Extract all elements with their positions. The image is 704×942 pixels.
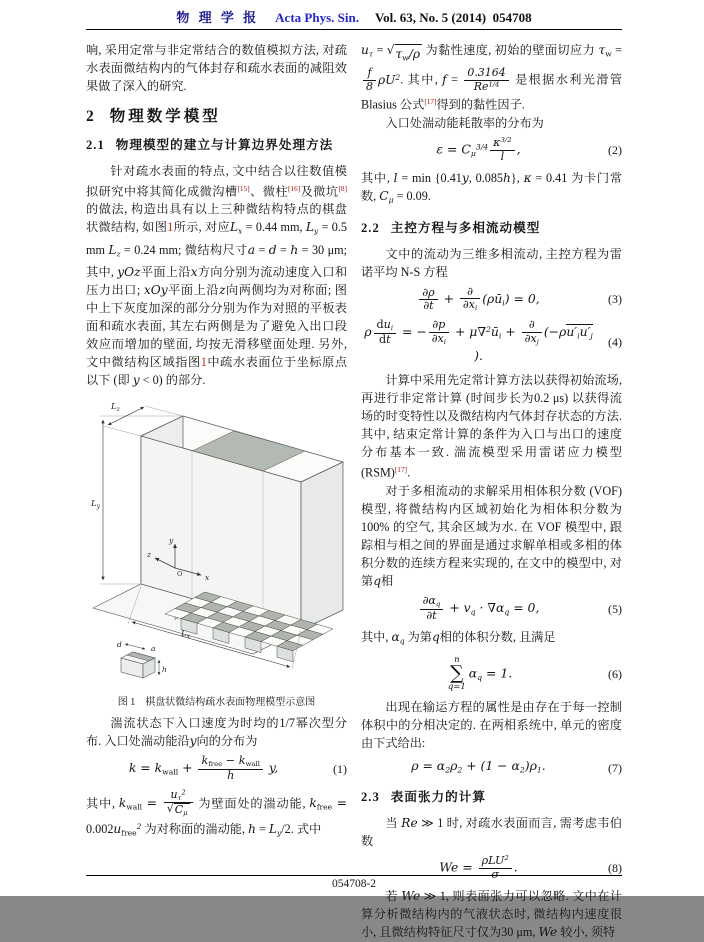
figure-1 — [86, 396, 347, 709]
label-cell-a: a — [150, 644, 155, 654]
equation-8-number: (8) — [608, 861, 622, 876]
subsection-number: 2.1 — [86, 138, 105, 152]
paragraph-calculation-method: 计算中采用先定常计算方法以获得初始流场, 再进行非定常计算 (时间步长为0.2 μs) 以获得流场的时变特性以及微结构内气体封存状态的方法. 其中, 结束定常计算的条件为入口与出口的速度分布基本一致. 湍流模型采用雷诺应力模型 (RSM)[17]. — [361, 372, 622, 480]
subsection-title: 物理模型的建立与计算边界处理方法 — [115, 138, 334, 152]
figure-caption — [86, 696, 347, 709]
label-Lz: $L_z$ — [110, 402, 120, 414]
label-Ly: $L_y$ — [90, 499, 100, 511]
volume-info: Vol. 63, No. 5 (2014) — [374, 10, 487, 25]
paragraph-continuation: 响, 采用定常与非定常结合的数值模拟方法, 对疏水表面微结构内的气体封存和疏水表面的减阻效果做了深入的研究. — [86, 43, 347, 93]
equation-4-body: ρ $\frac{\text{dui}}{dt}$ = − $\frac{\partial p}{\partial xi}$ + μ∇$^2$ūi + $\frac{\partial}{\partial xj}$ (−ρu′iu′j). — [364, 318, 593, 363]
issue-info — [375, 10, 532, 26]
paragraph-epsilon-intro: 入口处湍动能耗散率的分布为 — [385, 116, 544, 131]
figure-1-schematic — [89, 396, 345, 688]
page-number: 054708-2 — [331, 878, 377, 890]
subsection-title: 表面张力的计算 — [390, 790, 486, 805]
paragraph-ns-equations: 文中的流动为三维多相流动, 主控方程为雷诺平均 N-S 方程 — [361, 246, 622, 279]
paragraph-epsilon-where: 其中, l = min {0.41y, 0.085h}, κ = 0.41 为卡门常数, Cμ = 0.09. — [361, 171, 623, 205]
equation-2-body: $\varepsilon = C\mu^{3/4}$ $\frac{\kappa^{3/2}}{l}$ , — [436, 136, 521, 163]
equation-6-body: n ∑ q=1 αq = 1. — [447, 654, 513, 693]
paragraph-weber-intro: 当 Re ≫ 1 时, 对疏水表面而言, 需考虑韦伯数 — [361, 816, 622, 849]
paragraph-utau: uτ = √ τw/ρ 为黏性速度, 初始的壁面切应力 τw = $\frac{f}{8}$ $\rho U^2$. 其中, f = $\frac{0.3164}{Re^{1/4}}$ 是根据水利光滑管 Blasius 公式[17]得到的黏性因子. — [361, 43, 623, 112]
equation-6-number: (6) — [608, 666, 622, 681]
right-column — [361, 41, 622, 942]
equation-7-number: (7) — [608, 761, 622, 776]
paragraph-model-setup: 针对疏水表面的特点, 文中结合以往数值模拟研究中将其简化成微沟槽[15]、微柱[16]及微坑[8]的做法, 构造出具有以上三种微结构特点的棋盘状微结构, 如图1所示, 对应Lx = 0.44 mm, Ly = 0.5 mm Lz = 0.24 mm; 微结构尺寸a = d = h = 30 μm; 其中, yOz平面上沿x方向分别为流动速度入口和压力出口; xOy平面上沿z向两侧均为对称面; 图中上下灰度加深的部分分别为作为对照的平板表面和疏水表面, 其左右两侧是为了避免入出口段效应而增加的壁面, 均按无滑移壁面处理. 另外, 文中微结构区域指图1中疏水表面位于坐标原点以下 (即 y < 0) 的部分. — [86, 164, 348, 388]
equation-3-body: $\frac{\partial\rho}{\partial t}$ + $\frac{\partial}{\partial xi}$ (ρūi) = 0, — [361, 286, 596, 313]
journal-title-chinese: 物 理 学 报 — [176, 10, 260, 25]
equation-4-number: (4) — [608, 334, 622, 349]
equation-7-body: ρ = α2ρ2 + (1 − α2)ρ1. — [411, 757, 546, 775]
page-header — [86, 7, 622, 30]
label-cell-h: h — [161, 665, 167, 675]
section-heading-2 — [86, 108, 347, 126]
subsection-number: 2.3 — [361, 790, 380, 805]
page-footer — [86, 875, 622, 890]
equation-6 — [361, 656, 622, 692]
subsection-number: 2.2 — [361, 220, 380, 235]
subsection-heading-2-2 — [361, 219, 622, 237]
equation-5-body: $\frac{\partial\alpha q}{\partial t}$ + vq · ∇αq = 0, — [361, 595, 596, 622]
figure-caption-label: 图 1 — [117, 697, 136, 709]
article-number: 054708 — [492, 10, 532, 25]
subsection-heading-2-1 — [86, 136, 347, 154]
subsection-title: 主控方程与多相流动模型 — [390, 220, 541, 235]
page-content — [86, 7, 622, 942]
label-origin: O — [176, 570, 182, 579]
equation-8-body: We = $\frac{\rho LU^2}{\sigma}$ . — [439, 854, 518, 881]
paragraph-transport-density: 出现在输运方程的属性是由存在于每一控制体积中的分相决定的. 在两相系统中, 单元的密度由下式给出: — [361, 699, 622, 750]
equation-1-body: k = kwall + $\frac{\text{kfree − kwall}}{h}$ y, — [128, 754, 279, 783]
equation-1-number: (1) — [333, 761, 347, 776]
subsection-heading-2-3 — [361, 788, 622, 806]
paragraph-vof-model: 对于多相流动的求解采用相体积分数 (VOF) 模型, 将微结构内区域初始化为相体积分数为 100% 的空气, 其余区域为水. 在 VOF 模型中, 跟踪相与相之间的界面是通过求解单相或多相的体积分数的连续方程来实现的, 在文中的模型中, 对第q相 — [361, 484, 622, 589]
paragraph-turbulence-inlet: 湍流状态下入口速度为时均的1/7幂次型分布. 入口处湍动能沿y向的分布为 — [86, 716, 347, 749]
two-column-body — [86, 41, 622, 942]
label-axis-z: z — [146, 550, 151, 560]
label-axis-y: y — [168, 536, 173, 546]
paragraph-kwall: 其中, kwall = $u\tau^2$ √ Cμ 为壁面处的湍动能, kfree = 0.002ufree$^2$ 为对称面的湍动能, h = Ly/2. 式中 — [86, 787, 348, 838]
paragraph-weber-discussion: 若 We ≫ 1, 则表面张力可以忽略. 文中在计算分析微结构内的气液状态时, 微结构内速度很小, 且微结构特征尺寸仅为30 μm, We 较小, 须特 — [361, 889, 623, 940]
left-column — [86, 41, 347, 942]
equation-3-number: (3) — [608, 292, 622, 307]
journal-title-english: Acta Phys. Sin. — [275, 10, 359, 25]
outlet-face — [301, 462, 343, 630]
equation-3 — [361, 286, 622, 313]
equation-5 — [361, 595, 622, 622]
section-title: 物理数学模型 — [109, 108, 221, 125]
equation-5-number: (5) — [608, 601, 622, 616]
figure-caption-text: 棋盘状微结构疏水表面物理模型示意图 — [145, 697, 316, 709]
equation-4 — [361, 319, 622, 364]
label-cell-d: d — [116, 640, 122, 650]
equation-2-number: (2) — [608, 143, 622, 158]
equation-7 — [361, 757, 622, 779]
label-axis-x: x — [204, 573, 209, 583]
equation-1 — [86, 755, 347, 782]
paragraph-alpha-where: 其中, αq 为第q相的体积分数, 且满足 — [361, 630, 556, 646]
section-number: 2 — [86, 108, 94, 125]
label-Lx: $L_x$ — [180, 629, 190, 641]
equation-2 — [361, 137, 622, 163]
